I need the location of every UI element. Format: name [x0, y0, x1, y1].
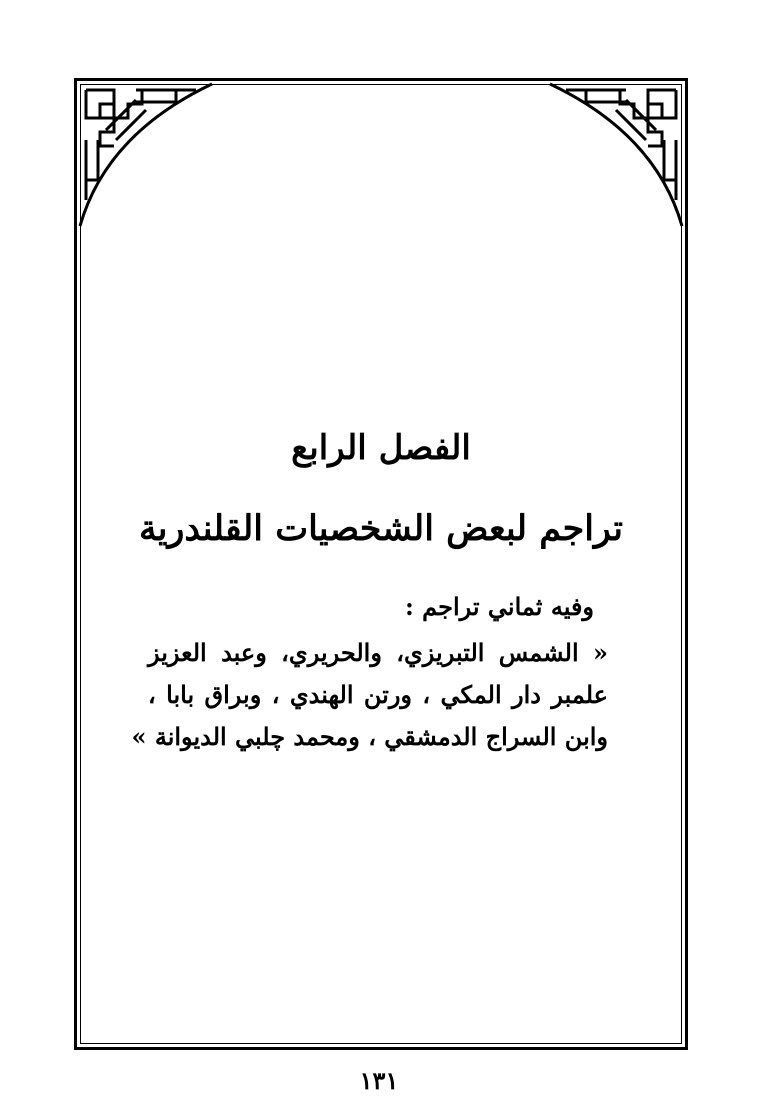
corner-ornament-top-right [546, 80, 686, 230]
page-number: ١٣١ [359, 1066, 399, 1095]
chapter-title: الفصل الرابع [291, 428, 471, 468]
chapter-subtitle: تراجم لبعض الشخصيات القلندرية [138, 508, 623, 549]
biography-list-line: « الشمس التبريزي، والحريري، وعبد العزيز [148, 638, 608, 667]
intro-line: وفيه ثماني تراجم : [404, 592, 594, 621]
biography-list-line: علمبر دار المكي ، ورتن الهندي ، وبراق بابا ، [148, 680, 608, 709]
corner-ornament-top-left [76, 80, 216, 230]
biography-list-line: وابن السراج الدمشقي ، ومحمد چلبي الديوانة » [131, 722, 608, 751]
